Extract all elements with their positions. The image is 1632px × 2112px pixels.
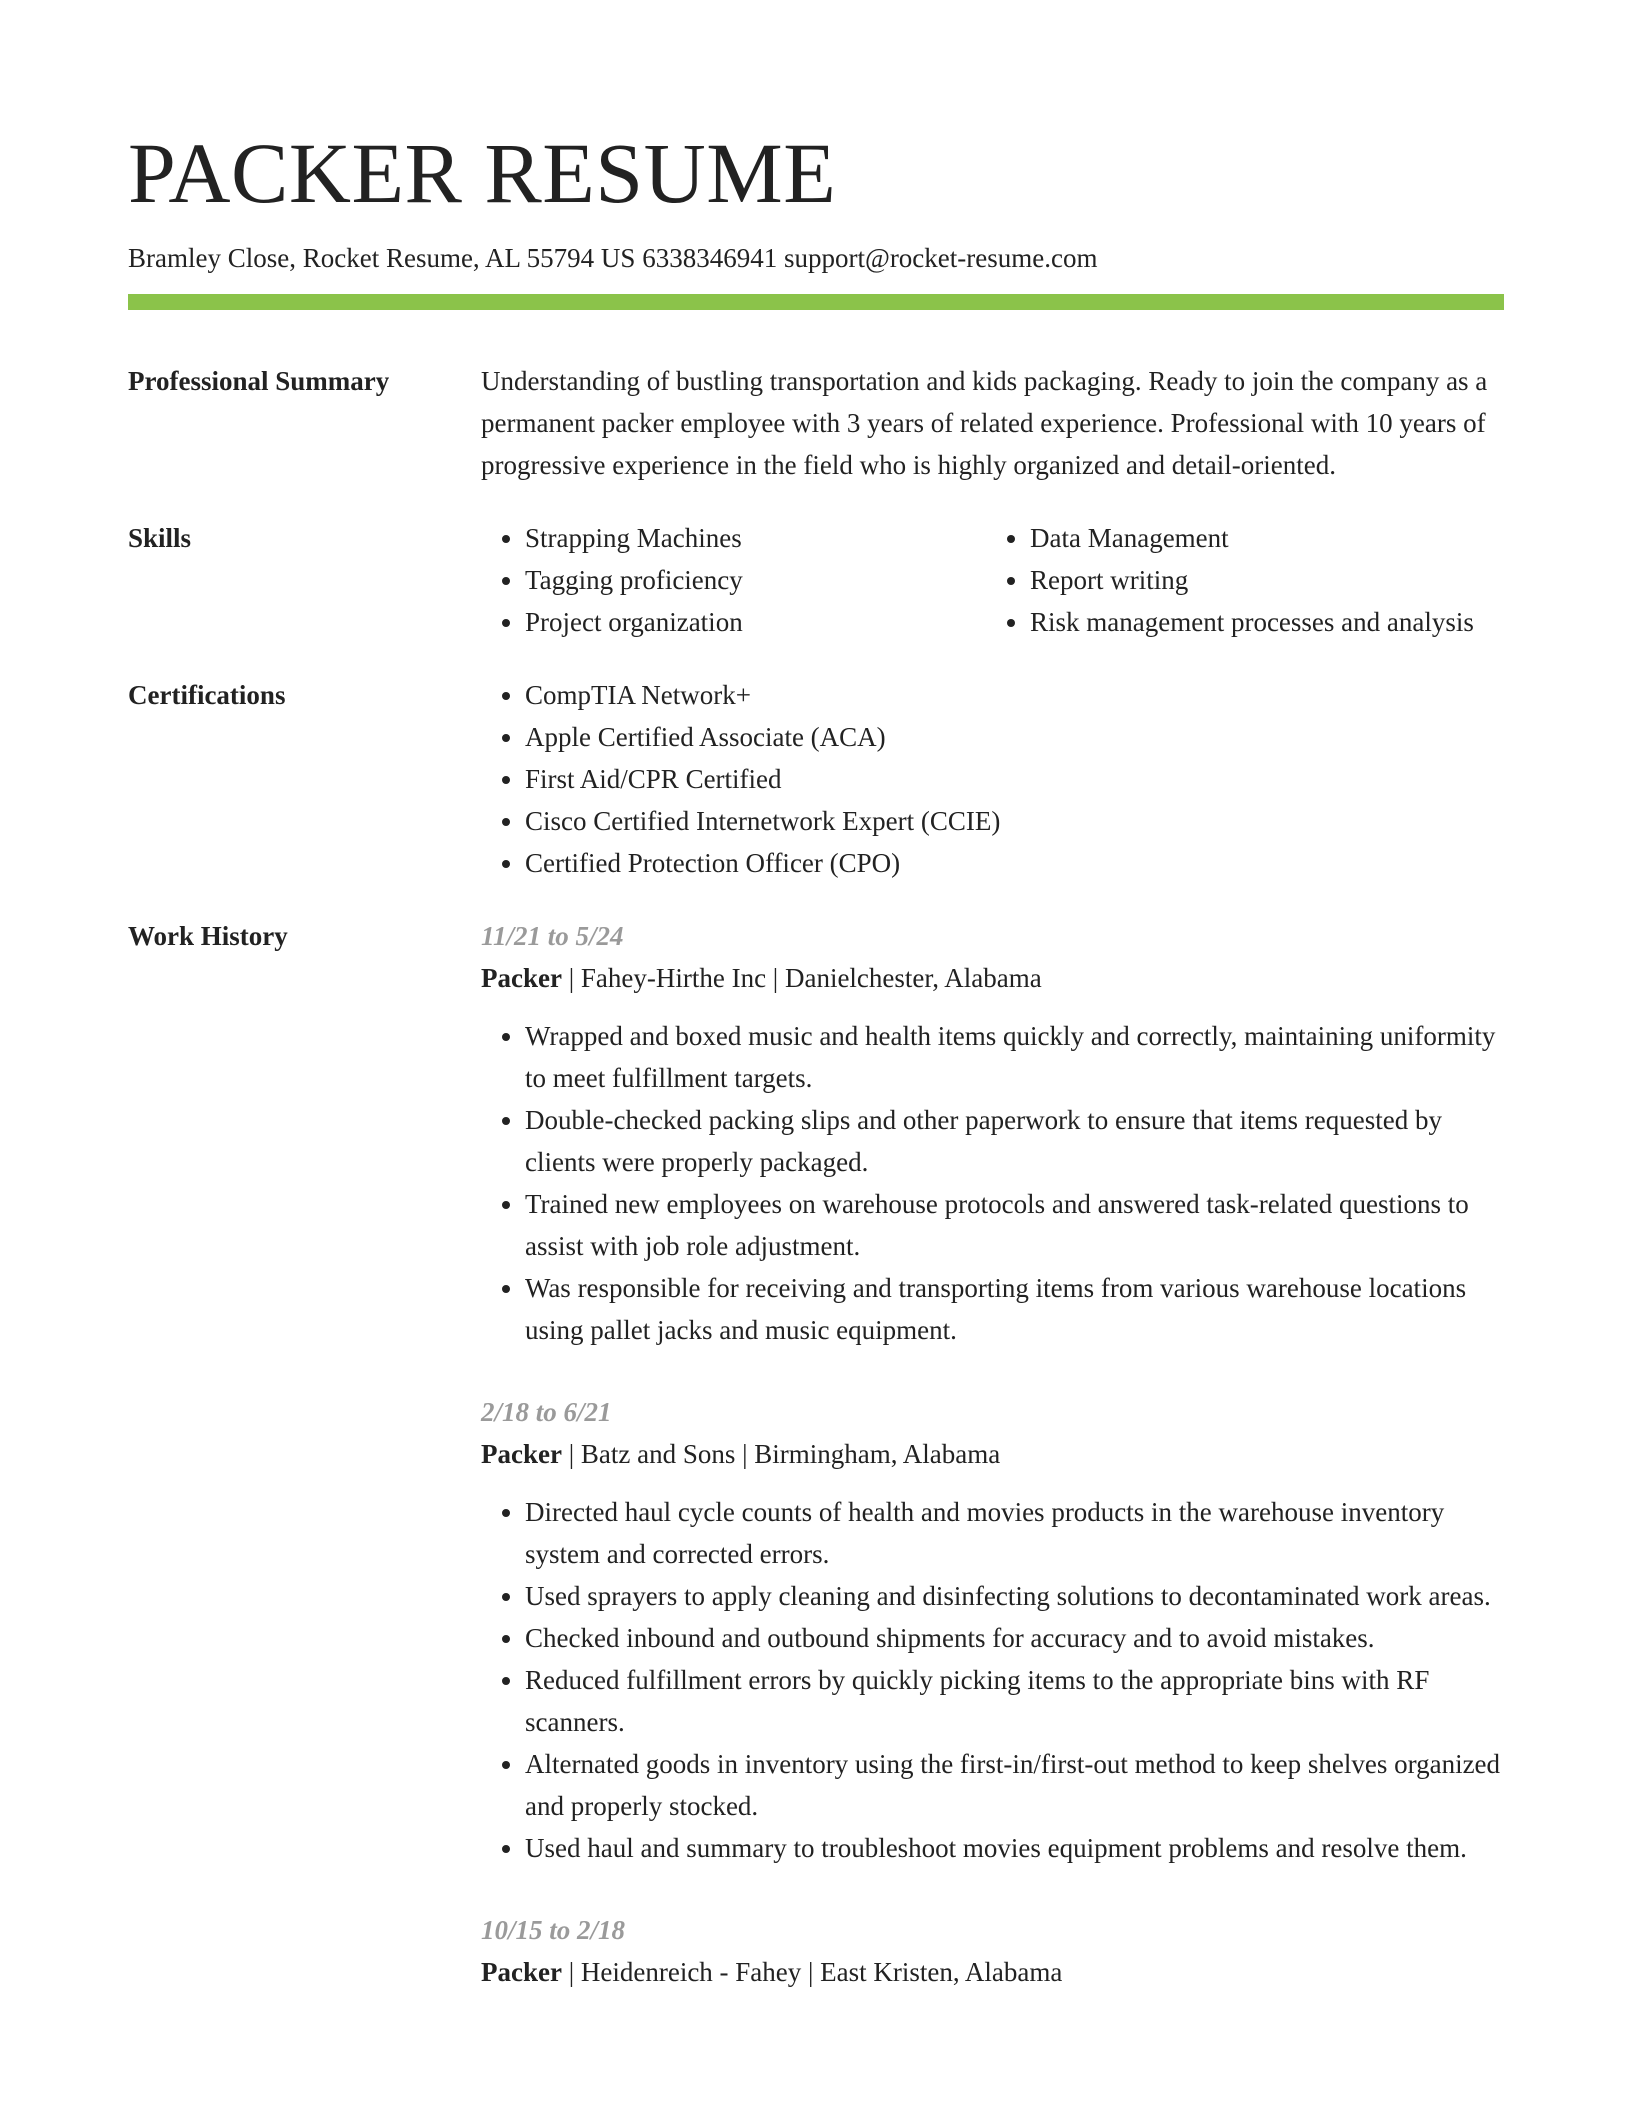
job-header xyxy=(481,1433,1504,1475)
skill-item: • Report writing xyxy=(1030,559,1504,601)
job-bullets xyxy=(481,1491,1504,1869)
certifications-section xyxy=(128,674,1504,884)
job-bullet: • Used haul and summary to troubleshoot movies equipment problems and resolve them. xyxy=(525,1827,1504,1869)
contact-line: Bramley Close, Rocket Resume, AL 55794 US 6338346941 support@rocket-resume.com xyxy=(128,243,1098,273)
job-dates: 2/18 to 6/21 xyxy=(481,1397,612,1428)
job-header xyxy=(481,1951,1504,1993)
job-bullet: • Alternated goods in inventory using the first-in/first-out method to keep shelves organized and properly stocked. xyxy=(525,1743,1504,1827)
certification-item: • Apple Certified Associate (ACA) xyxy=(525,716,1504,758)
summary-text: Understanding of bustling transportation and kids packaging. Ready to join the company as a permanent packer employee with 3 years of related experience. Professional with 10 years of progressive experience in the field who is highly organized and detail-oriented. xyxy=(481,366,1488,481)
skills-section xyxy=(128,517,1504,643)
section-title-skills: Skills xyxy=(128,523,192,554)
certifications-list xyxy=(481,674,1504,884)
job-title: Packer xyxy=(481,963,562,994)
accent-rule xyxy=(128,294,1504,310)
section-title-work-history: Work History xyxy=(128,921,288,952)
skill-item: • Risk management processes and analysis xyxy=(1030,601,1504,643)
job-entry xyxy=(481,915,1504,1351)
job-bullet: • Wrapped and boxed music and health items quickly and correctly, maintaining uniformity to meet fulfillment targets. xyxy=(525,1015,1504,1099)
job-bullet: • Double-checked packing slips and other paperwork to ensure that items requested by clients were properly packaged. xyxy=(525,1099,1504,1183)
job-dates: 11/21 to 5/24 xyxy=(481,921,624,952)
summary-section xyxy=(128,360,1504,486)
job-details: | Batz and Sons | Birmingham, Alabama xyxy=(561,1439,1001,1470)
job-bullet: • Directed haul cycle counts of health and movies products in the warehouse inventory system and corrected errors. xyxy=(525,1491,1504,1575)
job-bullets xyxy=(481,1015,1504,1351)
skill-item: • Project organization xyxy=(525,601,986,643)
job-bullet: • Reduced fulfillment errors by quickly picking items to the appropriate bins with RF scanners. xyxy=(525,1659,1504,1743)
certification-item: • Cisco Certified Internetwork Expert (CCIE) xyxy=(525,800,1504,842)
job-entry xyxy=(481,1391,1504,1869)
job-title: Packer xyxy=(481,1439,562,1470)
certification-item: • First Aid/CPR Certified xyxy=(525,758,1504,800)
skill-item: • Tagging proficiency xyxy=(525,559,986,601)
section-title-summary: Professional Summary xyxy=(128,366,390,397)
job-entry xyxy=(481,1909,1504,1993)
summary-body xyxy=(481,360,1504,486)
job-bullet: • Was responsible for receiving and transporting items from various warehouse locations using pallet jacks and music equipment. xyxy=(525,1267,1504,1351)
certification-item: • Certified Protection Officer (CPO) xyxy=(525,842,1504,884)
work-history-body xyxy=(481,915,1504,1993)
section-title-certifications: Certifications xyxy=(128,680,286,711)
job-title: Packer xyxy=(481,1957,562,1988)
certifications-body xyxy=(481,674,1504,884)
work-history-section xyxy=(128,915,1504,1993)
certification-item: • CompTIA Network+ xyxy=(525,674,1504,716)
job-bullet: • Used sprayers to apply cleaning and disinfecting solutions to decontaminated work areas. xyxy=(525,1575,1504,1617)
skill-item: • Data Management xyxy=(1030,517,1504,559)
job-details: | Heidenreich - Fahey | East Kristen, Alabama xyxy=(561,1957,1063,1988)
job-bullet: • Trained new employees on warehouse protocols and answered task-related questions to assist with job role adjustment. xyxy=(525,1183,1504,1267)
skills-list-left xyxy=(481,517,986,643)
job-header xyxy=(481,957,1504,999)
job-dates: 10/15 to 2/18 xyxy=(481,1915,626,1946)
skills-list-right xyxy=(986,517,1504,643)
job-details: | Fahey-Hirthe Inc | Danielchester, Alabama xyxy=(561,963,1042,994)
resume-title: PACKER RESUME xyxy=(128,125,837,221)
skills-body xyxy=(481,517,1504,643)
job-bullet: • Checked inbound and outbound shipments for accuracy and to avoid mistakes. xyxy=(525,1617,1504,1659)
skill-item: • Strapping Machines xyxy=(525,517,986,559)
